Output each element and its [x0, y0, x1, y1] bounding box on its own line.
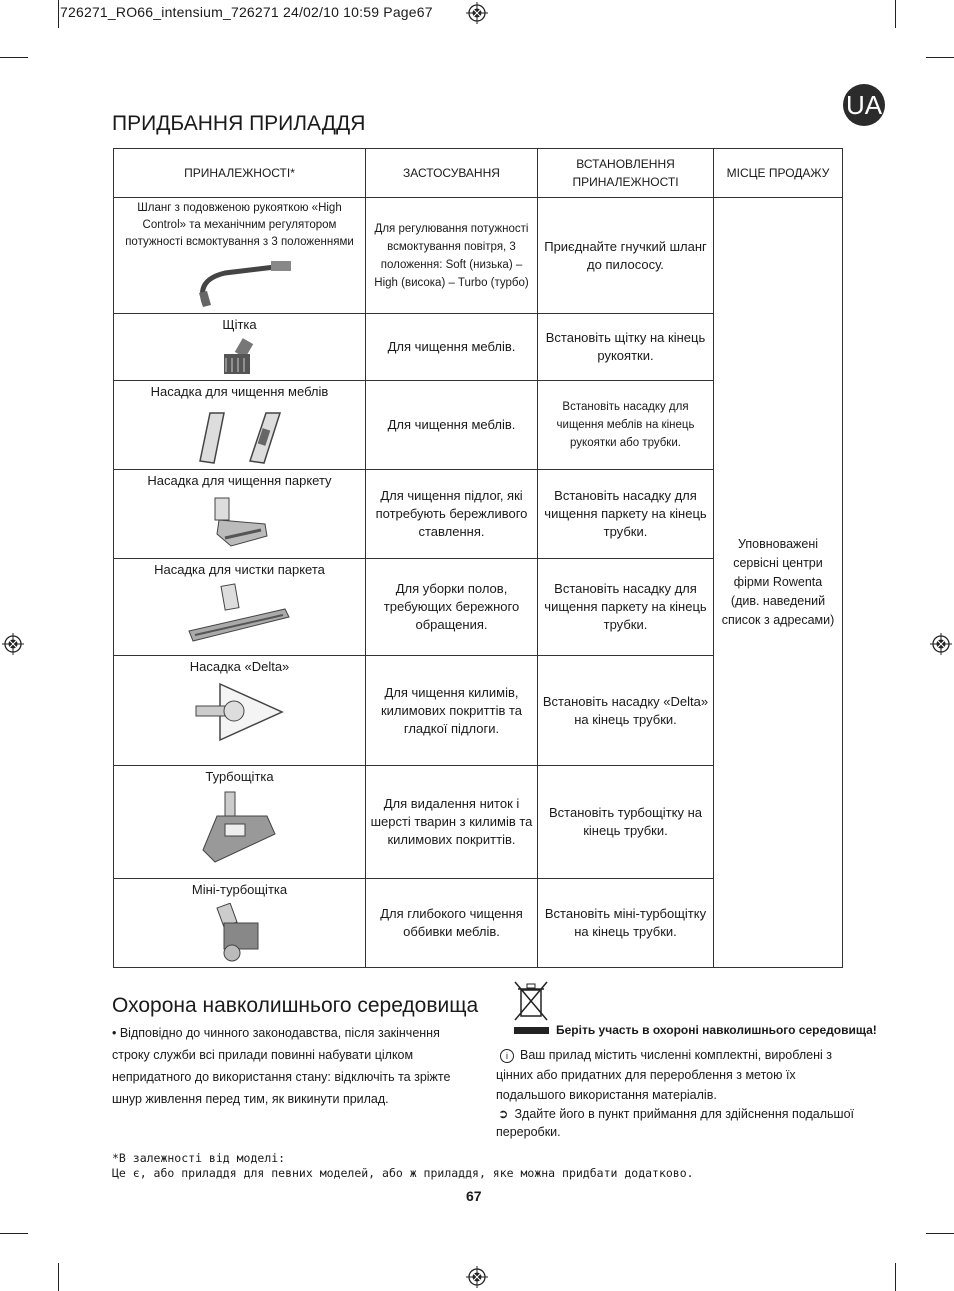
install-cell: Встановіть насадку для чищення паркету на кінець трубки. — [538, 559, 714, 656]
usage-cell: Для чищення меблів. — [366, 381, 538, 470]
place-of-sale-cell: Уповноважені сервісні центри фірми Rowenta (див. наведений список з адресами) — [714, 198, 843, 968]
usage-cell: Для регулювання потужності всмоктування повітря, 3 положення: Soft (низька) – High (висока) – Turbo (турбо) — [366, 198, 538, 314]
crossed-bin-icon — [513, 980, 549, 1022]
usage-cell: Для видалення ниток і шерсті тварин з килимів та килимових покриттів. — [366, 766, 538, 879]
column-header: МІСЦЕ ПРОДАЖУ — [714, 149, 843, 198]
footnote-line-2: Це є, або приладдя для певних моделей, або ж приладдя, яке можна придбати додатково. — [112, 1166, 694, 1180]
crop-mark — [895, 1263, 896, 1291]
usage-cell: Для глибокого чищення оббивки меблів. — [366, 879, 538, 968]
crop-mark — [58, 0, 59, 28]
page-number: 67 — [466, 1188, 482, 1204]
environment-recycle — [496, 1105, 854, 1141]
usage-cell: Для чищення підлог, які потребують бережливого ставлення. — [366, 470, 538, 559]
usage-cell: Для чищення килимів, килимових покриттів та гладкої підлоги. — [366, 656, 538, 766]
environment-disposal-text: • Відповідно до чинного законодавства, після закінчення строку служби всі прилади повинні набувати цілком непридатного до використання стану: відключіть та зріжте шнур живлення перед тим, як викинути прилад. — [112, 1026, 451, 1106]
registration-mark-icon — [2, 633, 24, 655]
install-cell: Встановіть міні-турбощітку на кінець трубки. — [538, 879, 714, 968]
info-text: Ваш прилад містить численні комплектні, вироблені з цінних або придатних для перероблення з метою їх подальшого використання матеріалів. — [496, 1048, 832, 1102]
turbo-brush-icon — [195, 790, 285, 866]
print-header: 726271_RO66_intensium_726271 24/02/10 10:59 Page67 — [60, 4, 433, 20]
table-header-row — [114, 149, 843, 198]
install-cell: Приєднайте гнучкий шланг до пилососу. — [538, 198, 714, 314]
usage-cell: Для уборки полов, требующих бережного обращения. — [366, 559, 538, 656]
accessory-name: Насадка для чищення паркету — [147, 473, 332, 488]
accessories-table — [113, 148, 843, 968]
install-cell: Встановіть турбощітку на кінець трубки. — [538, 766, 714, 879]
parquet-nozzle-icon — [205, 494, 275, 550]
accessory-name: Міні-турбощітка — [191, 882, 288, 897]
accessory-name: Насадка «Delta» — [189, 659, 290, 674]
hose-icon — [185, 255, 295, 310]
mini-turbo-brush-icon — [210, 903, 270, 965]
section-bar — [514, 1027, 549, 1034]
footnote-line-1: *В залежності від моделі: — [112, 1151, 286, 1165]
accessory-cell — [114, 314, 366, 381]
accessory-name: Шланг з подовженою рукояткою «High Control» та механічним регулятором потужності всмоктування з 3 положеннями — [125, 202, 354, 248]
arrow-text: Здайте його в пункт приймання для здійснення подальшої переробки. — [496, 1107, 854, 1139]
crop-mark — [895, 0, 896, 28]
language-badge: UA — [843, 84, 885, 126]
column-header: ВСТАНОВЛЕННЯ ПРИНАЛЕЖНОСТІ — [538, 149, 714, 198]
environment-title: Охорона навколишнього середовища — [112, 994, 479, 1017]
environment-heading: Беріть участь в охороні навколишнього середовища! — [556, 1023, 877, 1037]
accessory-name: Щітка — [222, 317, 257, 332]
accessory-cell — [114, 879, 366, 968]
accessory-name: Насадка для чистки паркета — [154, 562, 325, 577]
arrow-icon: ➲ — [498, 1107, 509, 1121]
column-header: ЗАСТОСУВАННЯ — [366, 149, 538, 198]
accessory-cell — [114, 656, 366, 766]
accessory-name: Насадка для чищення меблів — [150, 384, 329, 399]
crop-mark — [58, 1263, 59, 1291]
table-row — [114, 198, 843, 314]
column-header: ПРИНАЛЕЖНОСТІ* — [114, 149, 366, 198]
install-cell: Встановіть щітку на кінець рукоятки. — [538, 314, 714, 381]
install-cell: Встановіть насадку для чищення паркету на кінець трубки. — [538, 470, 714, 559]
info-icon: i — [500, 1049, 514, 1063]
page-title: ПРИДБАННЯ ПРИЛАДДЯ — [112, 112, 366, 135]
usage-cell: Для чищення меблів. — [366, 314, 538, 381]
delta-nozzle-icon — [190, 680, 290, 742]
registration-mark-icon — [466, 1266, 488, 1288]
registration-mark-icon — [466, 2, 488, 24]
crop-mark — [926, 57, 954, 58]
install-cell: Встановіть насадку «Delta» на кінець трубки. — [538, 656, 714, 766]
crevice-nozzle-icon — [180, 405, 300, 465]
accessory-name: Турбощітка — [205, 769, 274, 784]
accessory-cell — [114, 470, 366, 559]
accessory-cell — [114, 381, 366, 470]
brush-icon — [220, 338, 260, 376]
crop-mark — [926, 1233, 954, 1234]
accessory-cell — [114, 766, 366, 879]
registration-mark-icon — [930, 633, 952, 655]
parquet-brush-icon — [185, 583, 295, 643]
crop-mark — [0, 57, 28, 58]
accessory-cell — [114, 559, 366, 656]
crop-mark — [0, 1233, 28, 1234]
install-cell: Встановіть насадку для чищення меблів на кінець рукоятки або трубки. — [538, 381, 714, 470]
accessory-cell — [114, 198, 366, 314]
environment-info — [496, 1045, 854, 1105]
